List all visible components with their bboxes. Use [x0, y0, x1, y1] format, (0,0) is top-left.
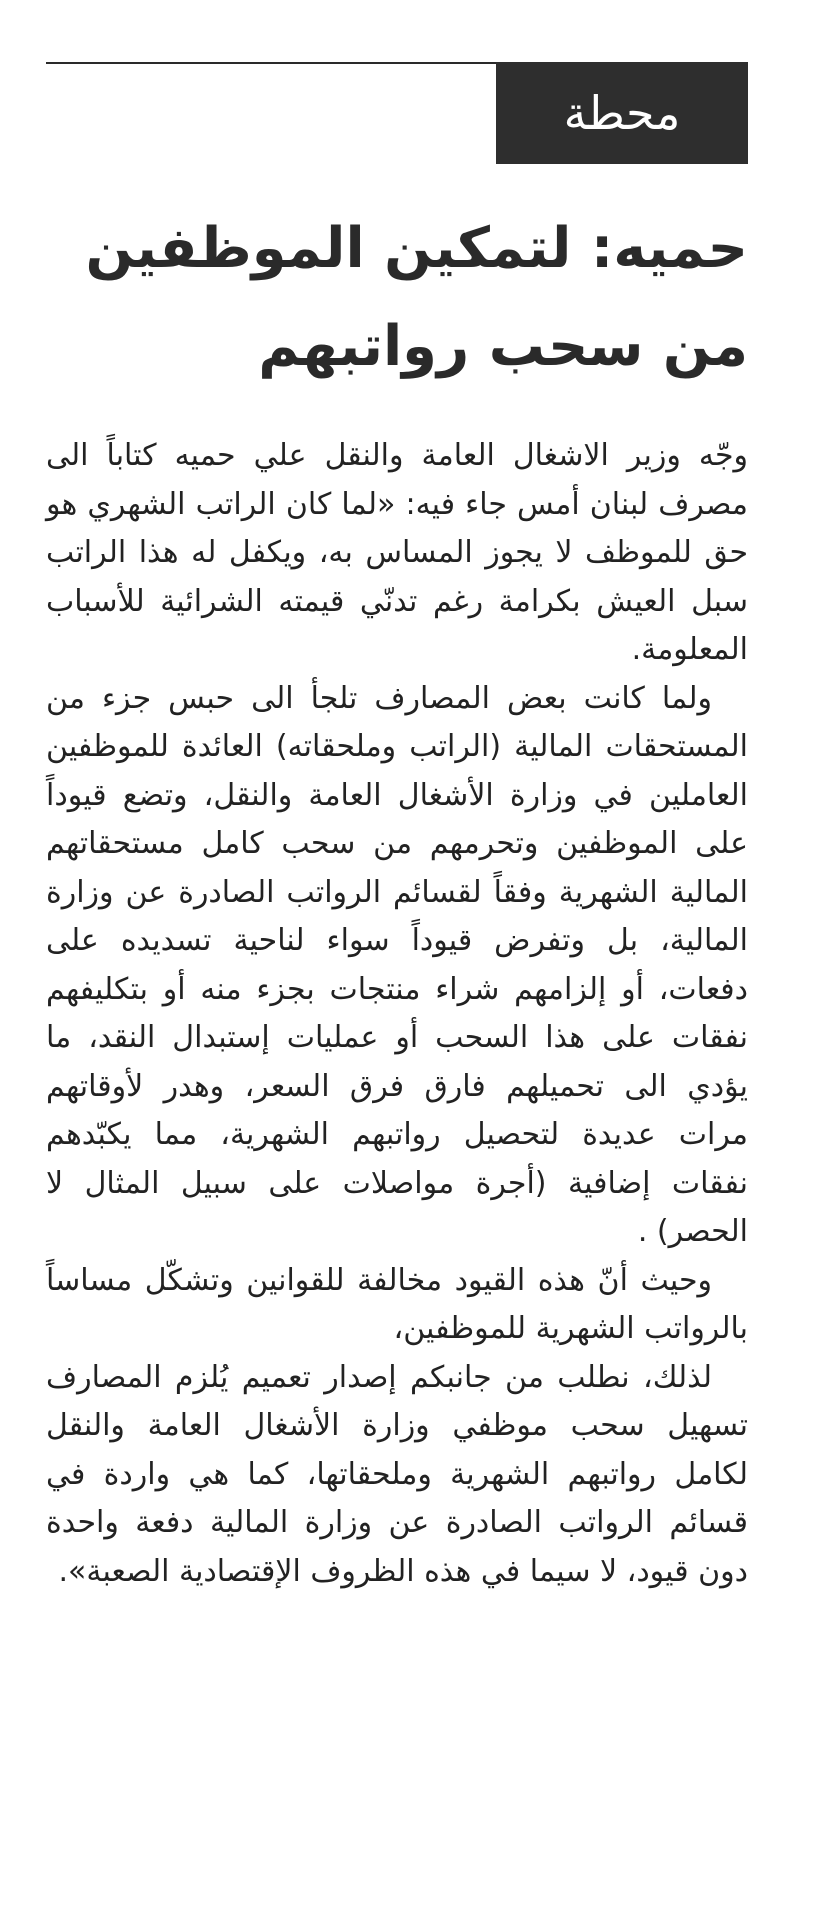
article-paragraph-3: وحيث أنّ هذه القيود مخالفة للقوانين وتشكّل مساساً بالرواتب الشهرية للموظفين، — [46, 1262, 748, 1346]
article-headline: حميه: لتمكين الموظفين من سحب رواتبهم — [85, 216, 748, 379]
article-paragraph-4: لذلك، نطلب من جانبكم إصدار تعميم يُلزم المصارف تسهيل سحب موظفي وزارة الأشغال العامة والنقل لكامل رواتبهم الشهرية وملحقاتها، كما هي واردة في قسائم الرواتب الصادرة عن وزارة المالية دفعة واحدة دون قيود، لا سيما في هذه الظروف الإقتصادية الصعبة». — [46, 1359, 748, 1589]
article-body — [46, 432, 748, 1596]
article-paragraph-1: وجّه وزير الاشغال العامة والنقل علي حميه كتاباً الى مصرف لبنان أمس جاء فيه: «لما كان الراتب الشهري هو حق للموظف لا يجوز المساس به، ويكفل له هذا الراتب سبل العيش بكرامة رغم تدنّي قيمته الشرائية للأسباب المعلومة. — [46, 438, 748, 667]
section-label: محطة — [496, 62, 748, 164]
article-paragraph-2: ولما كانت بعض المصارف تلجأ الى حبس جزء من المستحقات المالية (الراتب وملحقاته) العائدة للموظفين العاملين في وزارة الأشغال العامة والنقل، وتضع قيوداً على الموظفين وتحرمهم من سحب كامل مستحقاتهم المالية الشهرية وفقاً لقسائم الرواتب الصادرة عن وزارة المالية، بل وتفرض قيوداً سواء لناحية تسديده على دفعات، أو إلزامهم شراء منتجات بجزء منه أو بتكليفهم نفقات على هذا السحب أو عمليات إستبدال النقد، ما يؤدي الى تحميلهم فارق فرق السعر، وهدر لأوقاتهم مرات عديدة لتحصيل رواتبهم الشهرية، مما يكبّدهم نفقات إضافية (أجرة مواصلات على سبيل المثال لا الحصر) . — [46, 680, 748, 1249]
news-page — [46, 0, 748, 1905]
